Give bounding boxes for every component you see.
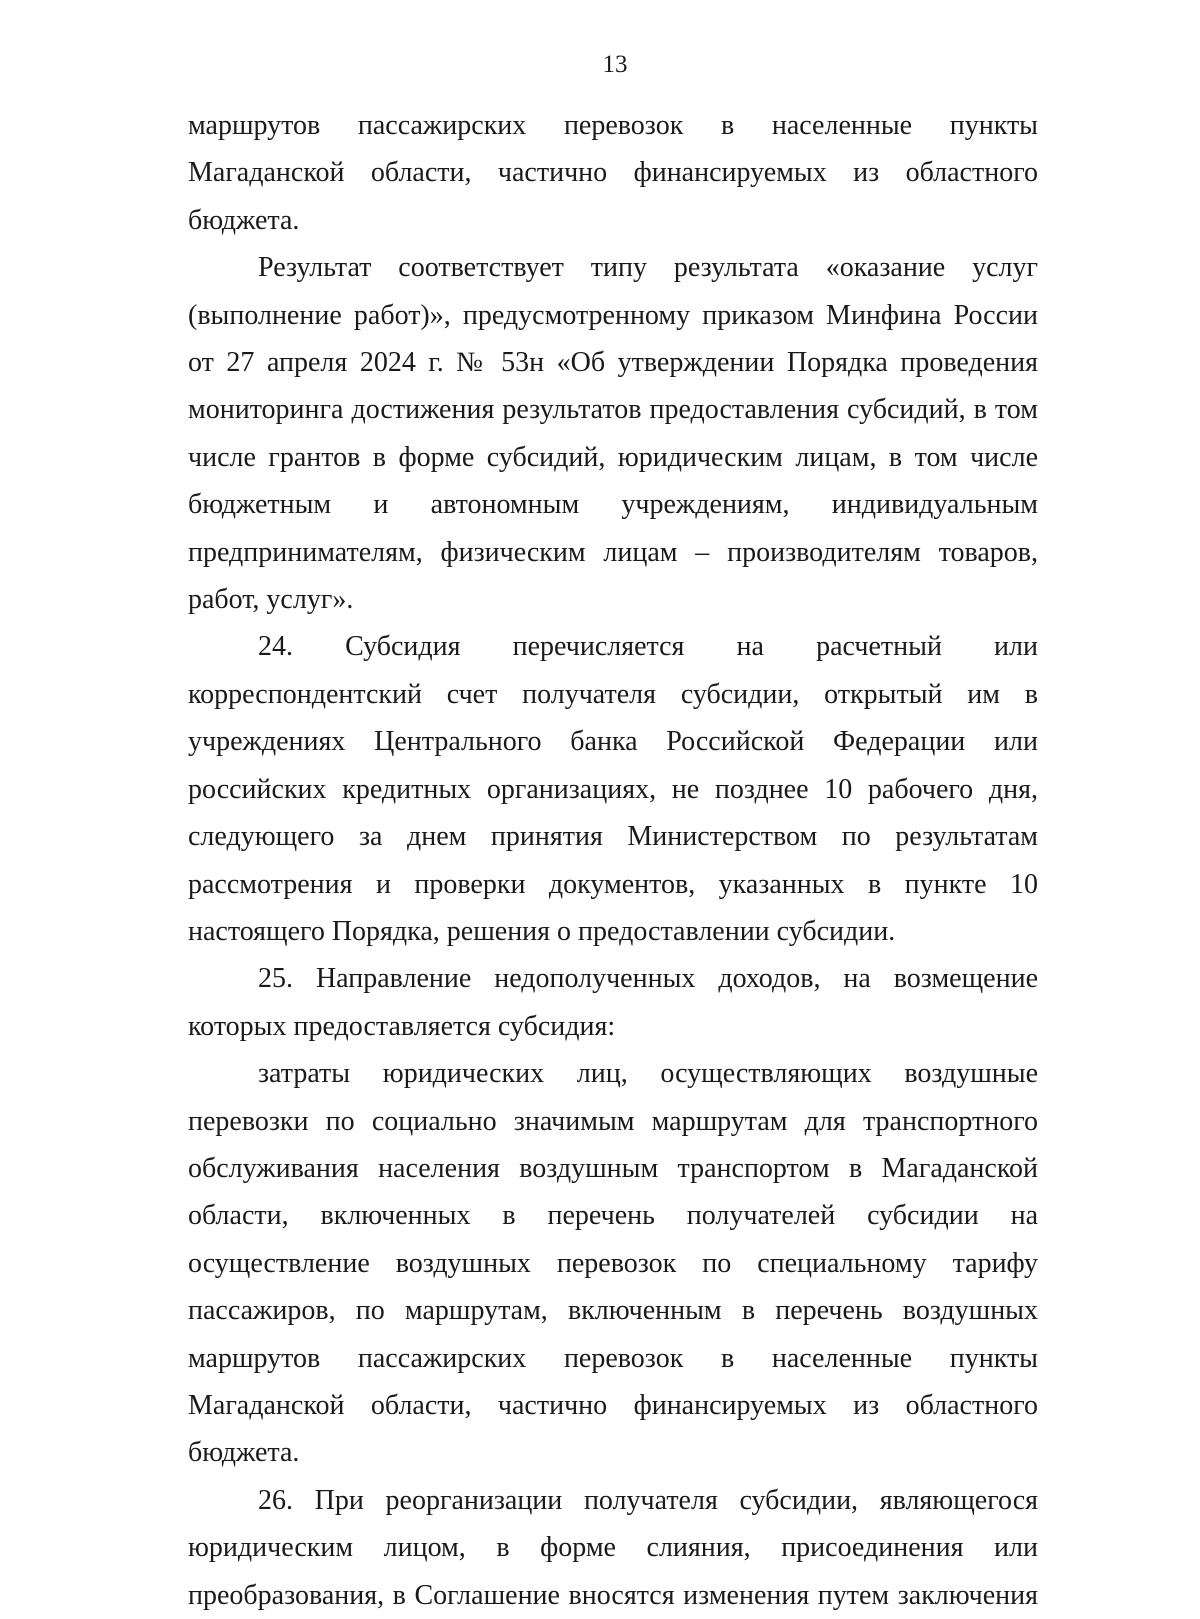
paragraph-25: 25. Направление недополученных доходов, на возмещение которых предоставляется субсидия: xyxy=(188,963,1038,1042)
paragraph-25-costs: затраты юридических лиц, осуществляющих воздушные перевозки по социально значимым маршрутам для транспортного обслуживания населения воздушным транспортом в Магаданской области, включенных в перечень получателей субсидии на осуществление воздушных перевозок по специальному тарифу пассажиров, по маршрутам, включенным в перечень воздушных маршрутов пассажирских перевозок в населенные пункты Магаданской области, частично финансируемых из областного бюджета. xyxy=(188,1058,1038,1469)
page-number: 13 xyxy=(602,51,628,78)
paragraph-continuation: маршрутов пассажирских перевозок в населенные пункты Магаданской области, частично финансируемых из областного бюджета. xyxy=(188,110,1038,236)
paragraph-result-type: Результат соответствует типу результата «оказание услуг (выполнение работ)», предусмотренному приказом Минфина России от 27 апреля 2024 г. № 53н «Об утверждении Порядка проведения мониторинга достижения результатов предоставления субсидий, в том числе грантов в форме субсидий, юридическим лицам, в том числе бюджетным и автономным учреждениям, индивидуальным предпринимателям, физическим лицам – производителям товаров, работ, услуг». xyxy=(188,252,1038,616)
paragraph-24: 24. Субсидия перечисляется на расчетный или корреспондентский счет получателя субсидии, открытый им в учреждениях Центрального банка Российской Федерации или российских кредитных организациях, не позднее 10 рабочего дня, следующего за днем принятия Министерством по результатам рассмотрения и проверки документов, указанных в пункте 10 настоящего Порядка, решения о предоставлении субсидии. xyxy=(188,631,1038,947)
paragraph-26: 26. При реорганизации получателя субсидии, являющегося юридическим лицом, в форме слияния, присоединения или преобразования, в Соглашение вносятся изменения путем заключения xyxy=(188,1484,1038,1611)
document-body xyxy=(188,102,1038,1619)
